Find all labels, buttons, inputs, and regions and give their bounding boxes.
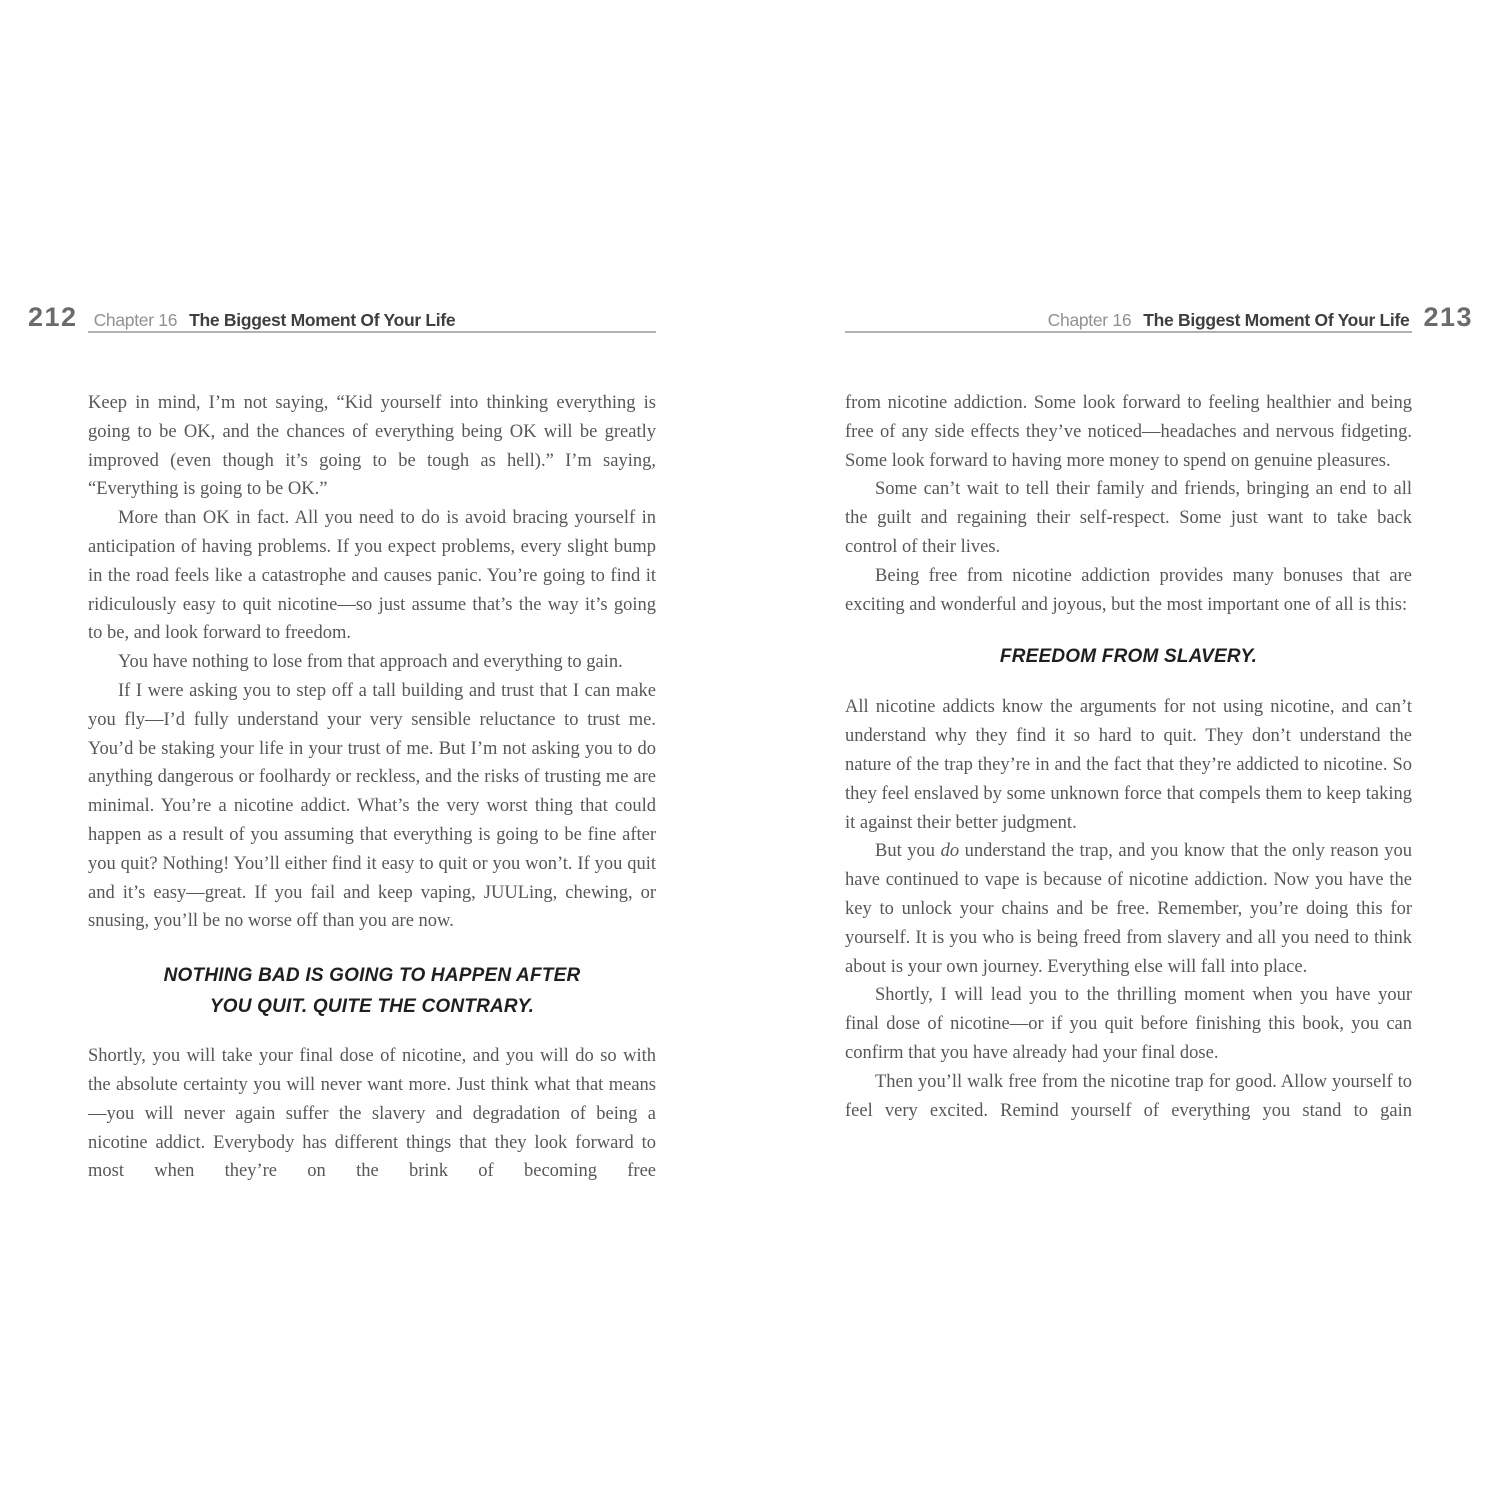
left-chapter-title: The Biggest Moment Of Your Life [189, 310, 456, 330]
left-page-body [88, 389, 656, 1186]
body-paragraph: Keep in mind, I’m not saying, “Kid yourself into thinking everything is going to be OK, and the chances of everything being OK will be greatly improved (even though it’s going to be tough as hell).” I’m saying, “Everything is going to be OK.” [88, 393, 656, 500]
section-heading [88, 960, 656, 1022]
body-paragraph [845, 837, 1412, 981]
body-paragraph: More than OK in fact. All you need to do is avoid bracing yourself in anticipation of having problems. If you expect problems, every slight bump in the road feels like a catastrophe and causes panic. You’re going to find it ridiculously easy to quit nicotine—so just assume that’s the way it’s going to be, and look forward to freedom. [88, 508, 656, 644]
right-chapter-title: The Biggest Moment Of Your Life [1143, 310, 1410, 330]
body-paragraph: If I were asking you to step off a tall building and trust that I can make you fly—I’d fully understand your very sensible reluctance to trust me. You’d be staking your life in your trust of me. But I’m not asking you to do anything dangerous or foolhardy or reckless, and the risks of trusting me are minimal. You’re a nicotine addict. What’s the very worst thing that could happen as a result of you assuming that everything is going to be fine after you quit? Nothing! You’ll either find it easy to quit or you won’t. If you quit and it’s easy—great. If you fail and keep vaping, JUULing, chewing, or snusing, you’ll be no worse off than you are now. [88, 680, 656, 932]
body-paragraph: from nicotine addiction. Some look forward to feeling healthier and being free of any side effects they’ve noticed—headaches and nervous fidgeting. Some look forward to having more money to spend on genuine pleasures. [845, 393, 1412, 471]
left-header-rule [88, 331, 656, 333]
body-paragraph: Then you’ll walk free from the nicotine trap for good. Allow yourself to feel very excited. Remind yourself of everything you stand to gain [845, 1071, 1412, 1121]
body-paragraph: All nicotine addicts know the arguments for not using nicotine, and can’t understand why they find it so hard to quit. They don’t understand the nature of the trap they’re in and the fact that they’re addicted to nicotine. So they feel enslaved by some unknown force that compels them to keep taking it against their better judgment. [845, 697, 1412, 833]
section-heading-line: NOTHING BAD IS GOING TO HAPPEN AFTER [163, 965, 581, 987]
section-heading-line: YOU QUIT. QUITE THE CONTRARY. [209, 996, 535, 1018]
body-paragraph: Shortly, you will take your final dose of nicotine, and you will do so with the absolute certainty you will never want more. Just think what that means—you will never again suffer the slavery and degradation of being a nicotine addict. Everybody has different things that they look forward to most when they’re on the brink of becoming free [88, 1046, 656, 1182]
left-page-header [28, 302, 455, 333]
body-paragraph: Being free from nicotine addiction provides many bonuses that are exciting and wonderful and joyous, but the most important one of all is this: [845, 565, 1412, 615]
section-heading: FREEDOM FROM SLAVERY. [999, 646, 1258, 668]
right-page-body [845, 389, 1412, 1125]
body-paragraph: Some can’t wait to tell their family and friends, bringing an end to all the guilt and regaining their self-respect. Some just want to take back control of their lives. [845, 479, 1412, 557]
left-chapter-label: Chapter 16 [93, 310, 178, 330]
right-page-number: 213 [1423, 302, 1473, 332]
right-page-header [1048, 302, 1473, 333]
right-chapter-label: Chapter 16 [1047, 310, 1132, 330]
left-page-number: 212 [28, 302, 78, 332]
right-header-rule [845, 331, 1412, 333]
paragraph-emphasis-text: do [940, 841, 960, 862]
body-paragraph: You have nothing to lose from that approach and everything to gain. [118, 652, 623, 673]
paragraph-text: understand the trap, and you know that the only reason you have continued to vape is because of nicotine addiction. Now you have the key to unlock your chains and be free. Remember, you’re doing this for yourself. It is you who is being freed from slavery and all you need to think about is your own journey. Everything else will fall into place. [845, 841, 1412, 977]
paragraph-text: But you [875, 841, 941, 862]
body-paragraph: Shortly, I will lead you to the thrilling moment when you have your final dose of nicotine—or if you quit before finishing this book, you can confirm that you have already had your final dose. [845, 985, 1412, 1063]
